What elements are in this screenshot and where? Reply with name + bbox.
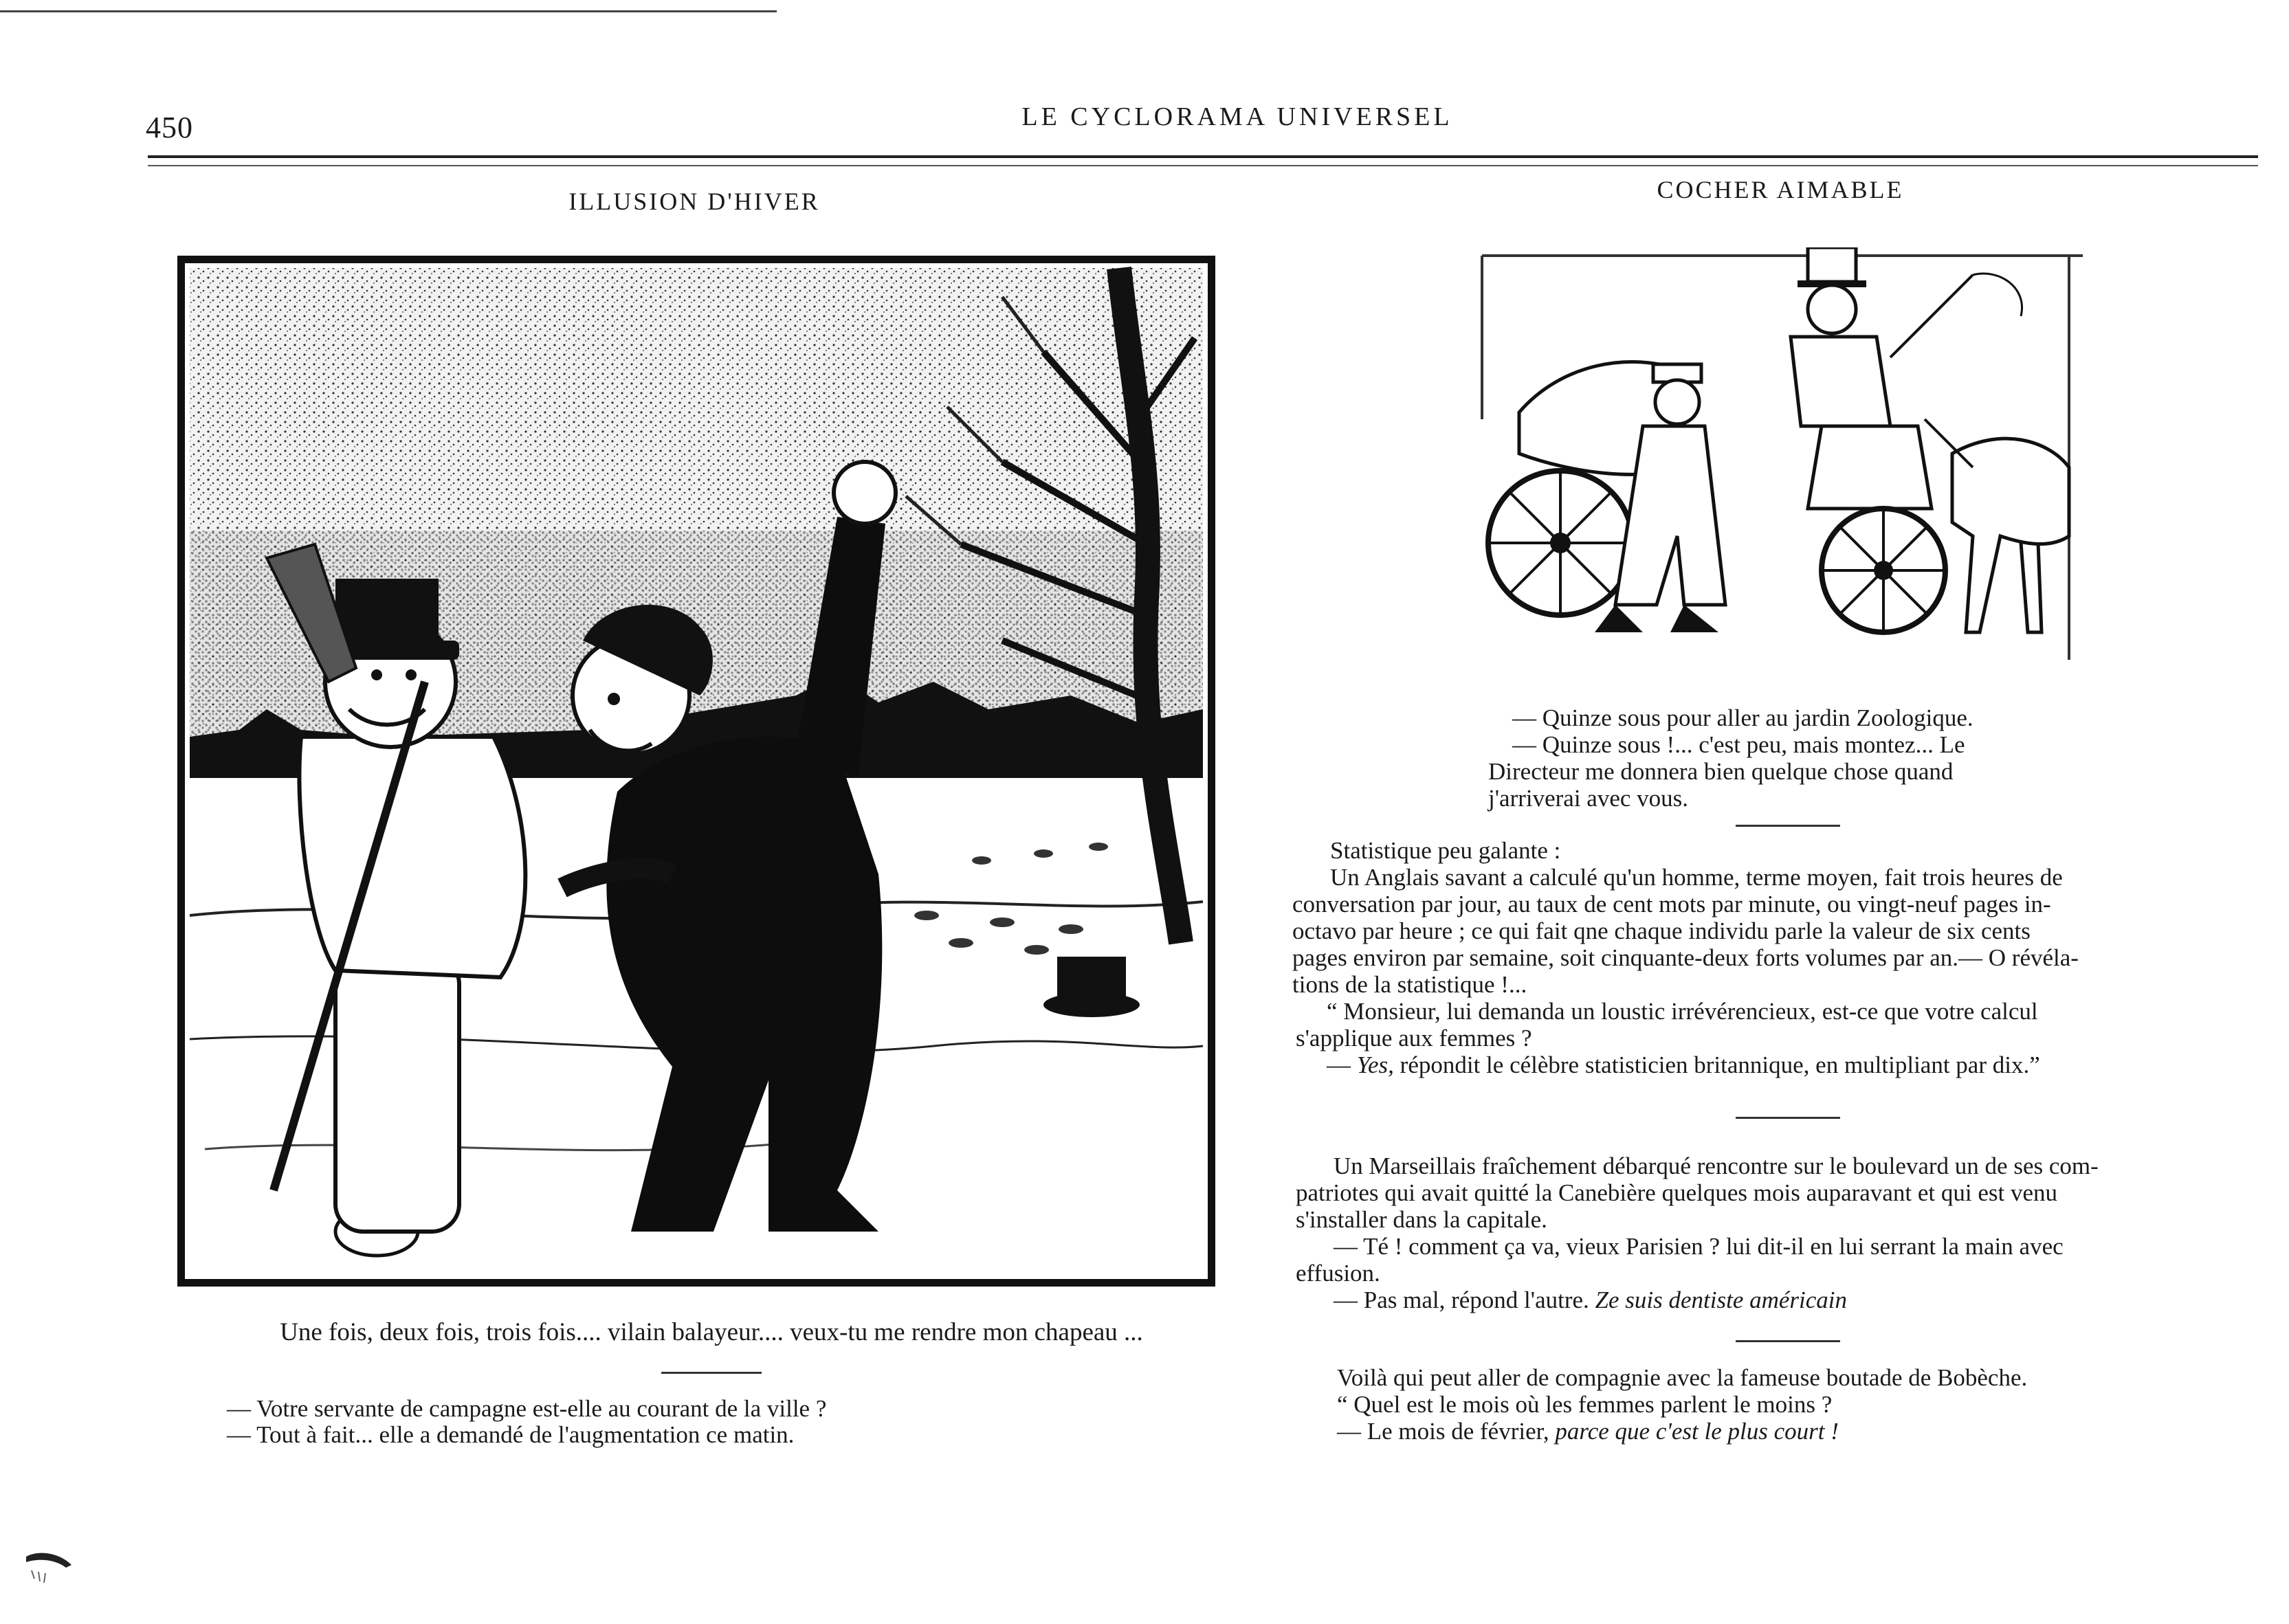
last-plain: — Pas mal, répond l'autre. [1334, 1287, 1595, 1313]
separator-rule [1736, 1117, 1840, 1119]
bobeche-last-line [1337, 1418, 1839, 1445]
header-rule-thin [148, 165, 2258, 166]
header-rule [148, 155, 2258, 158]
right-section-title: COCHER AIMABLE [1657, 176, 1904, 203]
statistique-line: “ Monsieur, lui demanda un loustic irrévérencieux, est-ce que votre calcul [1327, 998, 2038, 1025]
page-number: 450 [146, 111, 193, 144]
bobeche-line: “ Quel est le mois où les femmes parlent le moins ? [1337, 1391, 1833, 1418]
statistique-line: s'applique aux femmes ? [1296, 1025, 1532, 1052]
running-title: LE CYCLORAMA UNIVERSEL [1021, 102, 1453, 131]
joke-line: — Votre servante de campagne est-elle au courant de la ville ? [227, 1395, 827, 1422]
snowman-illustration [177, 256, 1215, 1287]
last-plain: — Le mois de février, [1337, 1418, 1556, 1445]
reply-rest: répondit le célèbre statisticien britannique, en multipliant par dix.” [1393, 1052, 2040, 1078]
dialogue-line: j'arriverai avec vous. [1488, 785, 1689, 812]
bobeche-line: Voilà qui peut aller de compagnie avec la fameuse boutade de Bobèche. [1337, 1364, 2028, 1391]
marseillais-line: s'installer dans la capitale. [1296, 1206, 1547, 1233]
reply-dash: — [1327, 1052, 1357, 1078]
statistique-heading: Statistique peu galante : [1330, 837, 1561, 864]
joke-line: — Tout à fait... elle a demandé de l'augmentation ce matin. [227, 1421, 795, 1448]
statistique-line: octavo par heure ; ce qui fait qne chaque individu parle la valeur de six cents [1292, 917, 2031, 944]
statistique-line: tions de la statistique !... [1292, 971, 1527, 998]
coachman-illustration [1478, 247, 2083, 687]
top-border-line [0, 10, 777, 12]
left-section-title: ILLUSION D'HIVER [568, 188, 820, 215]
illustration-caption: Une fois, deux fois, trois fois.... vilain balayeur.... veux-tu me rendre mon chapeau ... [280, 1318, 1143, 1346]
separator-rule [661, 1372, 762, 1374]
statistique-reply [1327, 1052, 2040, 1079]
statistique-line: Un Anglais savant a calculé qu'un homme, terme moyen, fait trois heures de [1330, 864, 2063, 891]
marseillais-last-line [1334, 1287, 1847, 1314]
marseillais-line: Un Marseillais fraîchement débarqué rencontre sur le boulevard un de ses com- [1334, 1153, 2099, 1179]
separator-rule [1736, 1340, 1840, 1342]
marseillais-line: patriotes qui avait quitté la Canebière quelques mois auparavant et qui est venu [1296, 1179, 2057, 1206]
statistique-line: pages environ par semaine, soit cinquante-deux forts volumes par an.— O révéla- [1292, 944, 2079, 971]
statistique-line: conversation par jour, au taux de cent mots par minute, ou vingt-neuf pages in- [1292, 891, 2051, 917]
last-italic: Ze suis dentiste américain [1595, 1287, 1848, 1313]
dialogue-line: Directeur me donnera bien quelque chose quand [1488, 758, 1954, 785]
last-italic: parce que c'est le plus court ! [1555, 1418, 1839, 1445]
marseillais-line: — Té ! comment ça va, vieux Parisien ? lui dit-il en lui serrant la main avec [1334, 1233, 2064, 1260]
marseillais-line: effusion. [1296, 1260, 1380, 1287]
separator-rule [1736, 825, 1840, 827]
dialogue-line: — Quinze sous pour aller au jardin Zoologique. [1512, 704, 1973, 731]
dialogue-line: — Quinze sous !... c'est peu, mais montez... Le [1512, 731, 1965, 758]
ink-blot-mark [25, 1550, 73, 1584]
reply-italic: Yes, [1356, 1052, 1394, 1078]
